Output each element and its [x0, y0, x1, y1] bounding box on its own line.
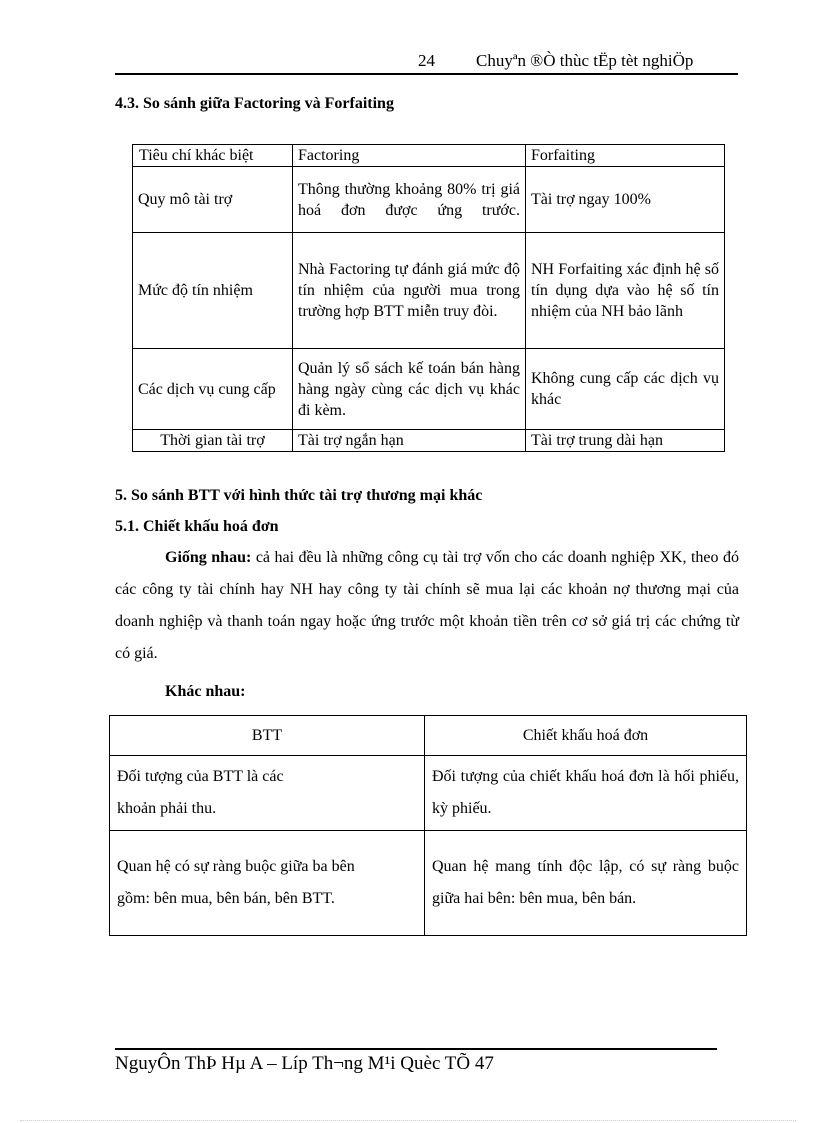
table-cell: Không cung cấp các dịch vụ khác — [526, 349, 725, 430]
table-cell: Tài trợ trung dài hạn — [526, 430, 725, 452]
document-title: Chuyªn ®Ò thùc tËp tèt nghiÖp — [476, 51, 694, 70]
table-cell: Tài trợ ngay 100% — [526, 167, 725, 233]
table-header-row — [110, 716, 747, 756]
table-cell: Quan hệ có sự ràng buộc giữa ba bên gồm: bên mua, bên bán, bên BTT. — [110, 831, 425, 936]
differences-label: Khác nhau: — [165, 683, 246, 700]
table-header-cell: Tiêu chí khác biệt — [133, 145, 293, 167]
header-divider — [115, 73, 738, 75]
table-header-cell: Forfaiting — [526, 145, 725, 167]
section-heading-4-3: 4.3. So sánh giữa Factoring và Forfaiting — [115, 95, 394, 112]
section-heading-5: 5. So sánh BTT với hình thức tài trợ thương mại khác — [115, 487, 483, 504]
table-cell: Đối tượng của chiết khấu hoá đơn là hối phiếu, kỳ phiếu. — [425, 756, 747, 831]
table-cell: Mức độ tín nhiệm — [133, 233, 293, 349]
table-cell: Nhà Factoring tự đánh giá mức độ tín nhiệm của người mua trong trường hợp BTT miễn truy đòi. — [293, 233, 526, 349]
footer-divider — [115, 1048, 717, 1050]
table-cell: Các dịch vụ cung cấp — [133, 349, 293, 430]
factoring-forfaiting-table — [132, 144, 725, 452]
table-header-cell: BTT — [110, 716, 425, 756]
table-header-cell: Chiết khấu hoá đơn — [425, 716, 747, 756]
table-row — [133, 167, 725, 233]
table-cell: NH Forfaiting xác định hệ số tín dụng dựa vào hệ số tín nhiệm của NH bảo lãnh — [526, 233, 725, 349]
page-edge — [20, 1120, 796, 1121]
similarities-text: cả hai đều là những công cụ tài trợ vốn cho các doanh nghiệp XK, theo đó các công ty tài chính hay NH hay công ty tài chính sẽ mua lại các khoản nợ thương mại của doanh nghiệp và thanh toán ngay hoặc ứng trước một khoản tiền trên cơ sở giá trị các chứng từ có giá. — [115, 549, 739, 662]
table-cell: Quản lý sổ sách kế toán bán hàng hàng ngày cùng các dịch vụ khác đi kèm. — [293, 349, 526, 430]
page-number: 24 — [418, 51, 435, 70]
table-cell: Đối tượng của BTT là các khoản phải thu. — [110, 756, 425, 831]
table-row — [133, 430, 725, 452]
table-header-cell: Factoring — [293, 145, 526, 167]
table-row — [110, 831, 747, 936]
table-cell: Tài trợ ngắn hạn — [293, 430, 526, 452]
section-heading-5-1: 5.1. Chiết khấu hoá đơn — [115, 518, 279, 535]
table-row — [133, 349, 725, 430]
table-cell: Thông thường khoảng 80% trị giá hoá đơn được ứng trước. — [293, 167, 526, 233]
table-header-row — [133, 145, 725, 167]
table-row — [133, 233, 725, 349]
table-cell: Thời gian tài trợ — [133, 430, 293, 452]
table-cell: Quy mô tài trợ — [133, 167, 293, 233]
similarities-label: Giống nhau: — [165, 549, 252, 566]
table-row — [110, 756, 747, 831]
table-cell: Quan hệ mang tính độc lập, có sự ràng buộc giữa hai bên: bên mua, bên bán. — [425, 831, 747, 936]
similarities-paragraph — [115, 542, 739, 670]
btt-discount-table — [109, 715, 747, 936]
footer-author: NguyÔn ThÞ Hµ A – Líp Th¬ng M¹i Quèc TÕ 47 — [115, 1053, 494, 1074]
